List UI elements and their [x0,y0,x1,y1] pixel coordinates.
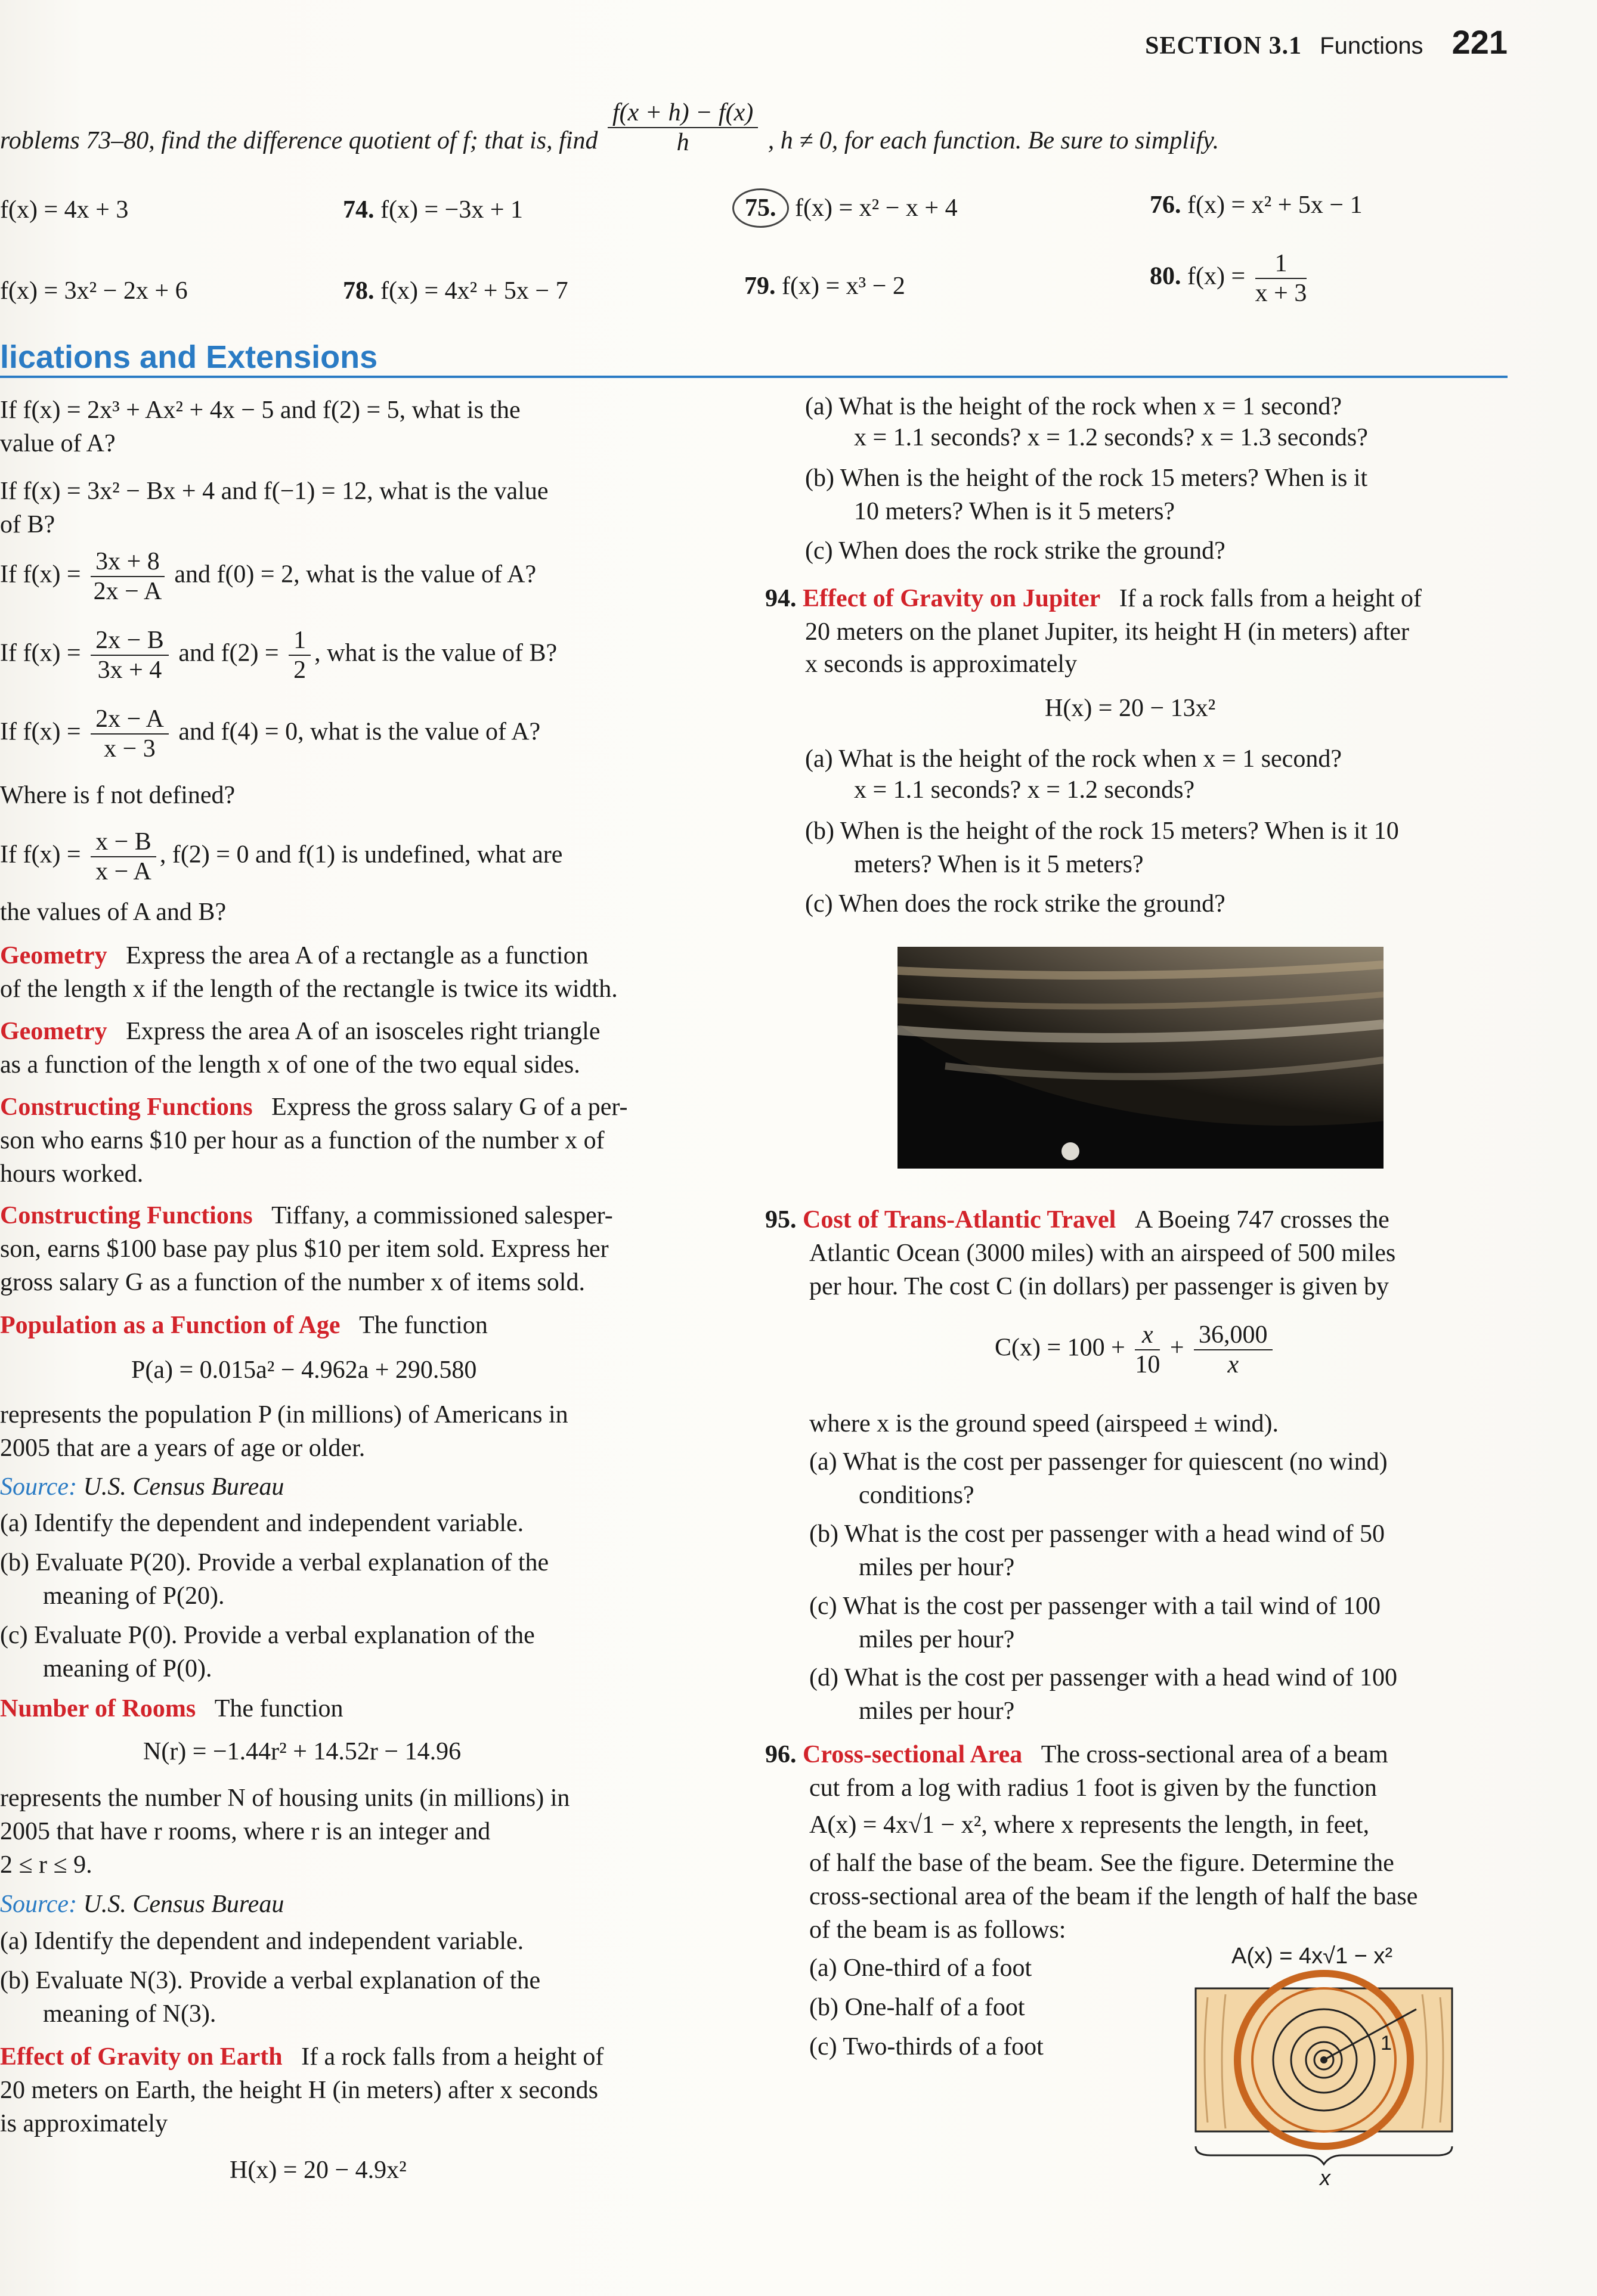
text-line: of the beam is as follows: [809,1916,1066,1944]
exercise-number: 79. [744,272,776,300]
question-cont: x = 1.1 seconds? x = 1.2 seconds? [854,776,1195,804]
problem-95 [765,1203,1389,1237]
exercise-78 [343,274,568,308]
numerator: 36,000 [1194,1321,1273,1350]
section-heading: lications and Extensions [0,339,378,375]
exercise-75 [744,188,958,228]
rooms-equation: N(r) = −1.44r² + 14.52r − 14.96 [143,1738,462,1765]
text-line: represents the number N of housing units (in millions) in [0,1784,570,1812]
question-cont: x = 1.1 seconds? x = 1.2 seconds? x = 1.3 seconds? [854,424,1368,451]
problem-81-line2: value of A? [0,430,116,457]
text: Express the area A of a rectangle as a function [126,942,589,969]
text: If a rock falls from a height of [1119,585,1422,612]
numerator: 2x − A [91,705,169,735]
text: + [1169,1334,1184,1362]
exercise-expression: f(x) = [1187,262,1246,290]
source-text: U.S. Census Bureau [83,1473,284,1501]
problem-85 [0,705,540,763]
problem-title: Cross-sectional Area [803,1741,1023,1768]
text-line: 20 meters on Earth, the height H (in meters) after x seconds [0,2077,599,2104]
text-line: is approximately [0,2110,168,2137]
exercise-73: f(x) = 4x + 3 [0,196,129,224]
exercise-expression: f(x) = x³ − 2 [782,272,905,300]
problem-85-line2: Where is f not defined? [0,782,236,809]
problem-94 [765,582,1422,615]
text: If f(x) = [0,639,81,667]
problem-number: 94. [765,585,797,612]
text: A Boeing 747 crosses the [1134,1206,1389,1234]
source-text: U.S. Census Bureau [83,1891,284,1918]
text: The cross-sectional area of a beam [1041,1741,1388,1768]
problem-title: Constructing Functions [0,1093,253,1121]
fraction [91,547,165,606]
text: Express the gross salary G of a per- [271,1093,628,1121]
denominator: x + 3 [1255,280,1307,307]
question: (a) What is the cost per passenger for quiescent (no wind) [809,1448,1388,1476]
fraction [1194,1321,1273,1379]
text-line: cut from a log with radius 1 foot is given by the function [809,1774,1377,1802]
exercise-80-fraction [1255,249,1307,308]
exercise-76 [1150,188,1363,222]
text: and f(0) = 2, what is the value of A? [174,560,537,588]
dq-denominator: h [676,129,689,157]
question-cont: miles per hour? [859,1697,1015,1725]
question: (d) What is the cost per passenger with a head wind of 100 [809,1664,1397,1691]
exercise-79 [744,269,905,303]
problem-title: Effect of Gravity on Earth [0,2043,283,2071]
text-line: hours worked. [0,1160,144,1188]
numerator: x [1135,1321,1160,1350]
text: If f(x) = [0,718,81,746]
denominator: x − 3 [104,735,156,763]
question-cont: 10 meters? When is it 5 meters? [854,498,1175,525]
denominator: x [1227,1351,1239,1378]
numerator: 1 [1255,249,1307,279]
denominator: 10 [1135,1351,1160,1378]
problem-82-line1: If f(x) = 3x² − Bx + 4 and f(−1) = 12, what is the value [0,478,549,505]
half-base-label: x [1320,2165,1330,2190]
source-line [0,1888,284,1921]
text: If a rock falls from a height of [301,2043,604,2071]
text: and f(4) = 0, what is the value of A? [178,718,541,746]
fraction [1135,1321,1160,1379]
source-label: Source: [0,1891,78,1918]
problem-population [0,1309,488,1342]
text-line: 2005 that are a years of age or older. [0,1434,366,1462]
text-line: 2 ≤ r ≤ 9. [0,1851,92,1879]
denominator: 3x + 4 [97,656,162,684]
text-line: represents the population P (in millions) of Americans in [0,1401,568,1429]
fraction [91,705,169,763]
text-line: x seconds is approximately [805,650,1078,678]
text-line: son, earns $100 base pay plus $10 per item sold. Express her [0,1235,609,1263]
section-rule [0,376,1508,378]
denominator: 2x − A [93,578,162,605]
exercise-80 [1150,249,1310,308]
problem-title: Constructing Functions [0,1202,253,1229]
question: (b) When is the height of the rock 15 meters? When is it 10 [805,817,1399,845]
question-cont: miles per hour? [859,1554,1015,1581]
problem-geometry-2-line2: as a function of the length x of one of the two equal sides. [0,1051,580,1079]
question: (c) Evaluate P(0). Provide a verbal explanation of the [0,1622,535,1649]
question-cont: meaning of N(3). [43,2000,216,2028]
question: (c) When does the rock strike the ground? [805,890,1225,918]
dq-numerator: f(x + h) − f(x) [608,98,758,128]
problem-81-line1: If f(x) = 2x³ + Ax² + 4x − 5 and f(2) = 5, what is the [0,396,521,424]
cost-equation [995,1321,1276,1379]
intro-text: roblems 73–80, find the difference quotient of f; that is, find [0,127,598,154]
question: (b) Evaluate N(3). Provide a verbal explanation of the [0,1967,541,1994]
problem-number: 95. [765,1206,797,1234]
question: (b) What is the cost per passenger with a head wind of 50 [809,1520,1385,1548]
numerator: x − B [91,828,156,857]
question: (b) When is the height of the rock 15 meters? When is it [805,464,1368,492]
source-line [0,1470,284,1504]
question-cont: meaning of P(0). [43,1655,212,1683]
problem-title: Population as a Function of Age [0,1312,341,1339]
jupiter-image [897,947,1384,1169]
text: Express the area A of an isosceles right triangle [126,1018,601,1045]
text: , f(2) = 0 and f(1) is undefined, what are [159,841,563,869]
question-cont: miles per hour? [859,1626,1015,1653]
question: (c) What is the cost per passenger with a tail wind of 100 [809,1592,1381,1620]
text-line: where x is the ground speed (airspeed ± wind). [809,1410,1279,1437]
exercise-expression: f(x) = −3x + 1 [380,196,524,224]
text: The function [214,1695,343,1722]
question: (c) When does the rock strike the ground? [805,537,1225,565]
text-line: son who earns $10 per hour as a function of the number x of [0,1127,605,1154]
running-header [1145,23,1508,61]
question: (a) One-third of a foot [809,1954,1032,1982]
problem-constructing-1 [0,1090,628,1124]
text: The function [359,1312,488,1339]
problem-gravity-earth [0,2040,603,2074]
text-line: Atlantic Ocean (3000 miles) with an airspeed of 500 miles [809,1240,1396,1267]
text-line: gross salary G as a function of the number x of items sold. [0,1269,585,1296]
question: (a) Identify the dependent and independent variable. [0,1928,524,1955]
problem-96 [765,1738,1388,1771]
problem-title: Number of Rooms [0,1695,196,1722]
exercise-number: 76. [1150,191,1181,219]
exercise-number: 74. [343,196,375,224]
circled-exercise-number: 75. [732,188,789,228]
population-equation: P(a) = 0.015a² − 4.962a + 290.580 [131,1356,477,1384]
denominator: x − A [95,858,151,885]
problem-rooms [0,1692,343,1725]
text: If f(x) = [0,560,81,588]
exercise-number: 78. [343,277,375,305]
problem-title: Effect of Gravity on Jupiter [803,585,1101,612]
text-line: A(x) = 4x√1 − x², where x represents the length, in feet, [809,1811,1370,1839]
difference-quotient [608,98,758,157]
text-line: 2005 that have r rooms, where r is an integer and [0,1818,491,1845]
question: (a) What is the height of the rock when x = 1 second? [805,393,1342,420]
problem-geometry-1-line2: of the length x if the length of the rectangle is twice its width. [0,975,618,1003]
question: (b) One-half of a foot [809,1994,1025,2021]
source-label: Source: [0,1473,78,1501]
intro-instructions [0,99,1220,157]
page-number: 221 [1451,23,1508,61]
exercise-number: 80. [1150,262,1181,290]
exercise-expression: f(x) = x² − x + 4 [795,194,958,222]
intro-text-2: , h ≠ 0, for each function. Be sure to simplify. [767,127,1220,154]
numerator: 3x + 8 [91,547,165,577]
exercise-expression: f(x) = 4x² + 5x − 7 [380,277,568,305]
denominator: 2 [293,656,307,684]
problem-84 [0,626,557,684]
question: (c) Two-thirds of a foot [809,2033,1044,2060]
problem-title: Geometry [0,942,107,969]
figure-label: A(x) = 4x√1 − x² [1231,1944,1393,1969]
fraction [91,828,156,886]
problem-geometry-1 [0,939,589,972]
question-cont: meters? When is it 5 meters? [854,851,1144,878]
section-title: Functions [1320,33,1423,59]
text-line: per hour. The cost C (in dollars) per passenger is given by [809,1273,1389,1300]
jupiter-photo [897,947,1384,1169]
radius-label: 1 [1381,2032,1392,2055]
question-cont: conditions? [859,1482,974,1509]
question: (a) Identify the dependent and independent variable. [0,1510,524,1537]
exercise-74 [343,193,523,227]
problem-83 [0,547,536,606]
numerator: 2x − B [91,626,169,656]
text-line: of half the base of the beam. See the figure. Determine the [809,1849,1394,1877]
jupiter-equation: H(x) = 20 − 13x² [1045,695,1216,722]
problem-86-line2: the values of A and B? [0,898,227,926]
exercise-77: f(x) = 3x² − 2x + 6 [0,277,188,305]
earth-equation: H(x) = 20 − 4.9x² [230,2156,407,2184]
problem-title: Cost of Trans-Atlantic Travel [803,1206,1116,1234]
problem-82-line2: of B? [0,511,55,538]
fraction [91,626,169,684]
problem-86 [0,828,562,886]
question-cont: meaning of P(20). [43,1582,225,1610]
text-line: 20 meters on the planet Jupiter, its height H (in meters) after [805,618,1410,646]
question: (a) What is the height of the rock when x = 1 second? [805,745,1342,773]
text: , what is the value of B? [314,639,558,667]
section-number: SECTION 3.1 [1145,32,1302,60]
text: Tiffany, a commissioned salesper- [271,1202,613,1229]
numerator: 1 [289,626,311,656]
problem-constructing-2 [0,1199,613,1232]
problem-geometry-2 [0,1015,601,1048]
log-diagram [1184,1944,1470,2194]
text: C(x) = 100 + [995,1334,1125,1362]
problem-number: 96. [765,1741,797,1768]
text: and f(2) = [178,639,279,667]
log-cross-section-figure [1184,1944,1470,2194]
problem-title: Geometry [0,1018,107,1045]
question: (b) Evaluate P(20). Provide a verbal explanation of the [0,1549,549,1576]
exercise-expression: f(x) = x² + 5x − 1 [1187,191,1363,219]
text-line: cross-sectional area of the beam if the length of half the base [809,1883,1418,1910]
text: If f(x) = [0,841,81,869]
fraction [289,626,311,684]
